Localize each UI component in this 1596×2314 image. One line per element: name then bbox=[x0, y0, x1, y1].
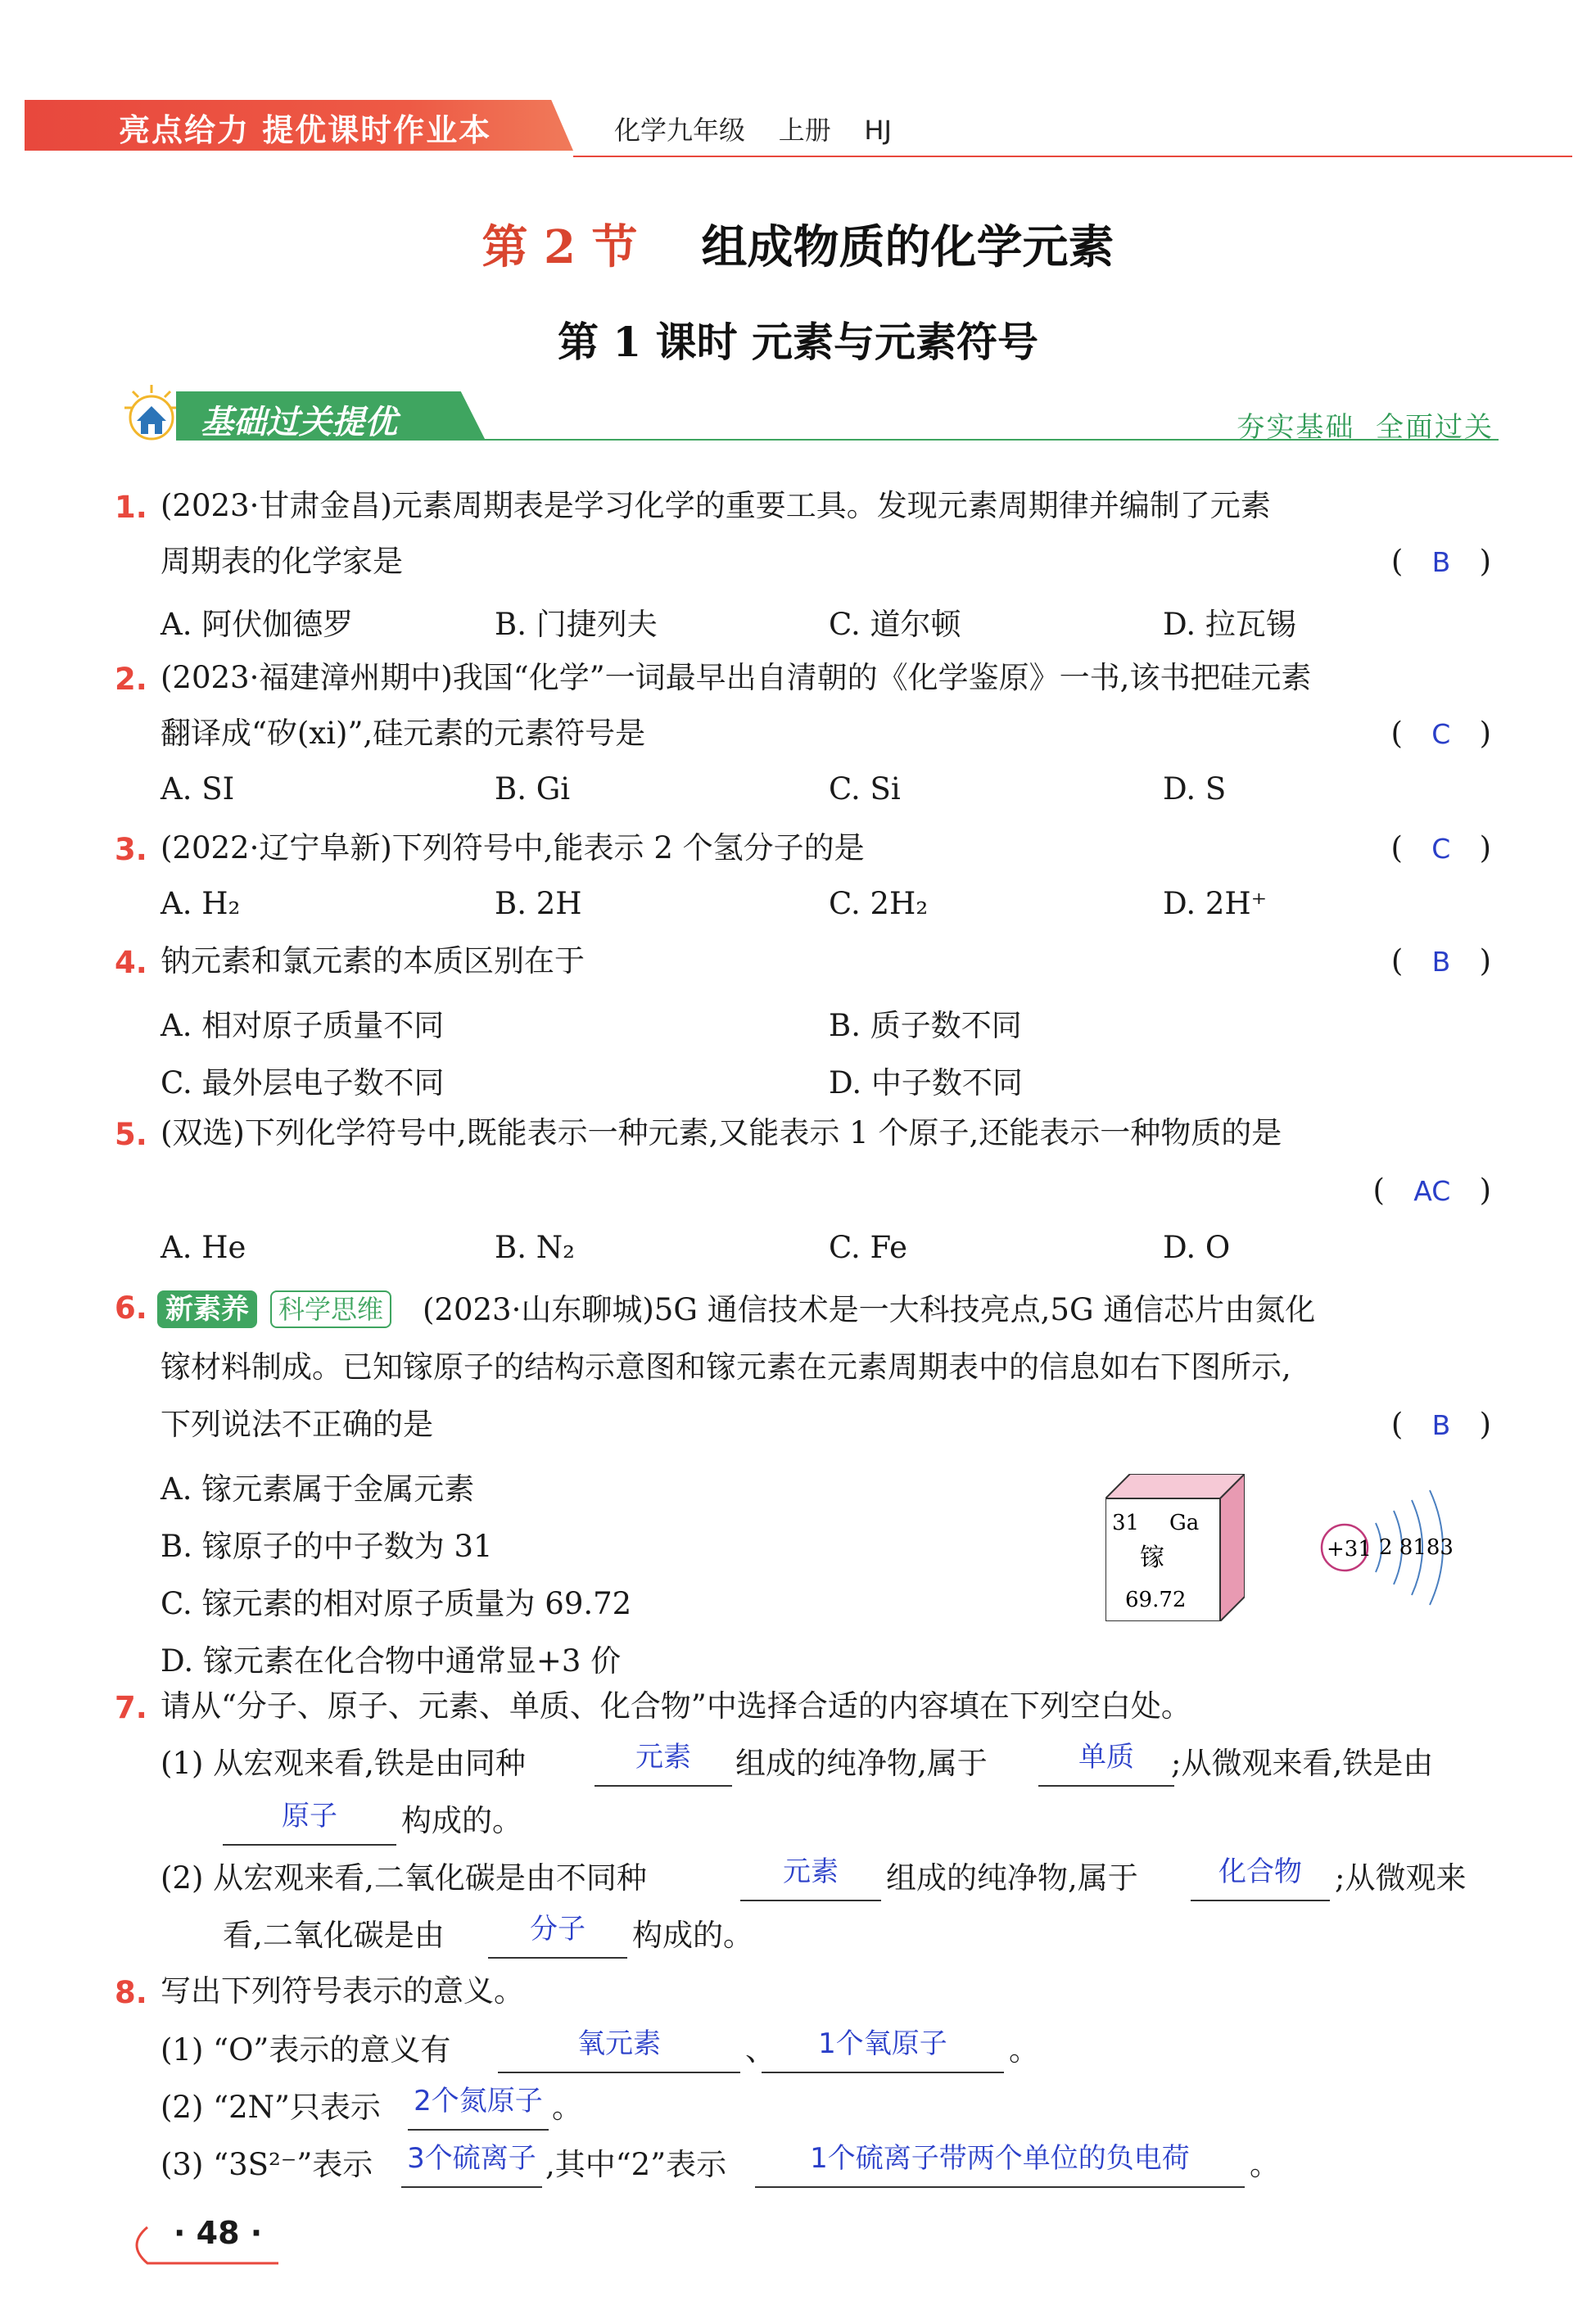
question-text: (2023·甘肃金昌)元素周期表是学习化学的重要工具。发现元素周期律并编制了元素 bbox=[161, 488, 1271, 523]
option: B. 2H bbox=[495, 886, 582, 921]
question-text: 镓材料制成。已知镓原子的结构示意图和镓元素在元素周期表中的信息如右下图所示, bbox=[161, 1349, 1291, 1385]
science-thinking-tag: 科学思维 bbox=[270, 1290, 391, 1328]
question-text: (1) 从宏观来看,铁是由同种 bbox=[161, 1746, 526, 1781]
question-text: 钠元素和氯元素的本质区别在于 bbox=[161, 943, 585, 978]
question-number: 1. bbox=[115, 490, 147, 525]
option: C. 最外层电子数不同 bbox=[161, 1065, 445, 1101]
atom-structure-diagram bbox=[1318, 1466, 1474, 1621]
question-text: 下列说法不正确的是 bbox=[161, 1407, 433, 1442]
option: D. O bbox=[1163, 1230, 1231, 1265]
option: A. 阿伏伽德罗 bbox=[161, 607, 354, 642]
answer-blank[interactable]: 化合物 bbox=[1191, 1854, 1330, 1901]
element-symbol: Ga bbox=[1169, 1511, 1200, 1535]
question-text: 构成的。 bbox=[401, 1803, 522, 1838]
atomic-mass: 69.72 bbox=[1125, 1588, 1187, 1612]
question-number: 7. bbox=[115, 1690, 147, 1725]
nucleus-charge: +31 bbox=[1327, 1537, 1372, 1561]
question-text: (2) 从宏观来看,二氧化碳是由不同种 bbox=[161, 1860, 647, 1896]
element-name: 镓 bbox=[1140, 1543, 1164, 1572]
answer: C bbox=[1431, 718, 1451, 750]
option: A. SI bbox=[161, 771, 235, 807]
option: B. 门捷列夫 bbox=[495, 607, 658, 642]
question-text: (1) “O”表示的意义有 bbox=[161, 2032, 451, 2068]
question-text: (2023·福建漳州期中)我国“化学”一词最早出自清朝的《化学鉴原》一书,该书把硅元素 bbox=[161, 660, 1312, 695]
answer-bracket: ( AC ) bbox=[1372, 1173, 1491, 1208]
option: A. He bbox=[161, 1230, 246, 1265]
section-title: 组成物质的化学元素 bbox=[701, 220, 1114, 274]
answer: B bbox=[1431, 546, 1451, 578]
answer-bracket: ( B ) bbox=[1390, 544, 1491, 579]
question-number: 4. bbox=[115, 945, 147, 980]
header-divider bbox=[573, 156, 1572, 157]
atomic-number: 31 bbox=[1112, 1511, 1140, 1535]
option: B. N₂ bbox=[495, 1230, 575, 1265]
question-text: (双选)下列化学符号中,既能表示一种元素,又能表示 1 个原子,还能表示一种物质的是 bbox=[161, 1115, 1282, 1150]
answer-bracket: ( C ) bbox=[1390, 830, 1491, 865]
electron-shells: 2 8183 bbox=[1379, 1535, 1454, 1560]
question-text: 组成的纯净物,属于 bbox=[735, 1746, 988, 1781]
subject-label: 化学九年级 上册 HJ bbox=[614, 115, 892, 146]
answer-bracket: ( B ) bbox=[1390, 943, 1491, 978]
question-text: 翻译成“矽(xi)”,硅元素的元素符号是 bbox=[161, 716, 646, 751]
question-text: 请从“分子、原子、元素、单质、化合物”中选择合适的内容填在下列空白处。 bbox=[161, 1688, 1191, 1724]
answer-blank[interactable]: 3个硫离子 bbox=[401, 2140, 542, 2188]
option: B. 镓原子的中子数为 31 bbox=[161, 1529, 493, 1564]
answer-blank[interactable]: 2个氮原子 bbox=[408, 2083, 549, 2131]
option: C. 镓元素的相对原子质量为 69.72 bbox=[161, 1586, 632, 1621]
option: D. 镓元素在化合物中通常显+3 价 bbox=[161, 1643, 622, 1679]
answer-blank[interactable]: 原子 bbox=[223, 1798, 396, 1846]
banner-label: 基础过关提优 bbox=[201, 404, 397, 441]
answer-blank[interactable]: 元素 bbox=[595, 1739, 732, 1787]
question-text: 构成的。 bbox=[632, 1918, 753, 1953]
option: B. 质子数不同 bbox=[829, 1008, 1022, 1043]
answer-blank[interactable]: 分子 bbox=[488, 1911, 627, 1959]
question-text: 。 bbox=[1009, 2032, 1039, 2068]
lesson-title: 第 1 课时 元素与元素符号 bbox=[557, 318, 1038, 366]
periodic-table-cell bbox=[1105, 1474, 1245, 1621]
banner-slogan: 夯实基础 全面过关 bbox=[1237, 411, 1494, 444]
question-text: 看,二氧化碳是由 bbox=[223, 1918, 445, 1953]
section-number: 第 2 节 bbox=[482, 220, 638, 274]
answer-blank[interactable]: 单质 bbox=[1038, 1739, 1174, 1787]
question-text: 组成的纯净物,属于 bbox=[886, 1860, 1138, 1896]
option: A. H₂ bbox=[161, 886, 241, 921]
answer-bracket: ( B ) bbox=[1390, 1407, 1491, 1442]
answer-blank[interactable]: 氧元素 bbox=[498, 2026, 740, 2073]
series-title: 亮点给力 提优课时作业本 bbox=[119, 112, 492, 148]
option: C. 道尔顿 bbox=[829, 607, 961, 642]
page-number: · 48 · bbox=[174, 2215, 263, 2251]
answer: C bbox=[1431, 833, 1451, 865]
option: D. 拉瓦锡 bbox=[1163, 607, 1296, 642]
question-number: 6. bbox=[115, 1290, 147, 1326]
option: A. 相对原子质量不同 bbox=[161, 1008, 445, 1043]
question-text: (3) “3S²⁻”表示 bbox=[161, 2147, 373, 2182]
question-number: 8. bbox=[115, 1975, 147, 2010]
question-number: 3. bbox=[115, 832, 147, 867]
question-text: (2023·山东聊城)5G 通信技术是一大科技亮点,5G 通信芯片由氮化 bbox=[423, 1292, 1316, 1327]
answer: B bbox=[1431, 946, 1451, 978]
question-text: ,其中“2”表示 bbox=[545, 2147, 727, 2182]
option: D. 中子数不同 bbox=[829, 1065, 1023, 1101]
answer: B bbox=[1431, 1409, 1451, 1441]
option: C. Fe bbox=[829, 1230, 908, 1265]
option: C. Si bbox=[829, 771, 901, 807]
question-text: ;从微观来 bbox=[1335, 1860, 1467, 1896]
question-text: 周期表的化学家是 bbox=[161, 544, 403, 579]
question-text: ;从微观来看,铁是由 bbox=[1171, 1746, 1434, 1781]
answer-bracket: ( C ) bbox=[1390, 716, 1491, 751]
option: A. 镓元素属于金属元素 bbox=[161, 1471, 475, 1507]
question-text: (2) “2N”只表示 bbox=[161, 2090, 381, 2125]
answer-blank[interactable]: 元素 bbox=[740, 1854, 881, 1901]
house-icon bbox=[123, 383, 180, 445]
option: D. 2H⁺ bbox=[1163, 886, 1268, 921]
question-text: 、 bbox=[745, 2032, 775, 2068]
answer-blank[interactable]: 1个氧原子 bbox=[762, 2026, 1004, 2073]
question-text: 。 bbox=[1250, 2147, 1280, 2182]
answer-blank[interactable]: 1个硫离子带两个单位的负电荷 bbox=[755, 2140, 1245, 2188]
option: B. Gi bbox=[495, 771, 571, 807]
section-heading bbox=[0, 211, 1596, 277]
option: C. 2H₂ bbox=[829, 886, 929, 921]
answer: AC bbox=[1413, 1175, 1451, 1207]
option: D. S bbox=[1163, 771, 1227, 807]
new-literacy-tag: 新素养 bbox=[157, 1290, 257, 1328]
question-number: 2. bbox=[115, 662, 147, 697]
question-text: 写出下列符号表示的意义。 bbox=[161, 1973, 524, 2009]
question-text: (2022·辽宁阜新)下列符号中,能表示 2 个氢分子的是 bbox=[161, 830, 865, 865]
question-number: 5. bbox=[115, 1117, 147, 1152]
question-text: 。 bbox=[552, 2090, 582, 2125]
